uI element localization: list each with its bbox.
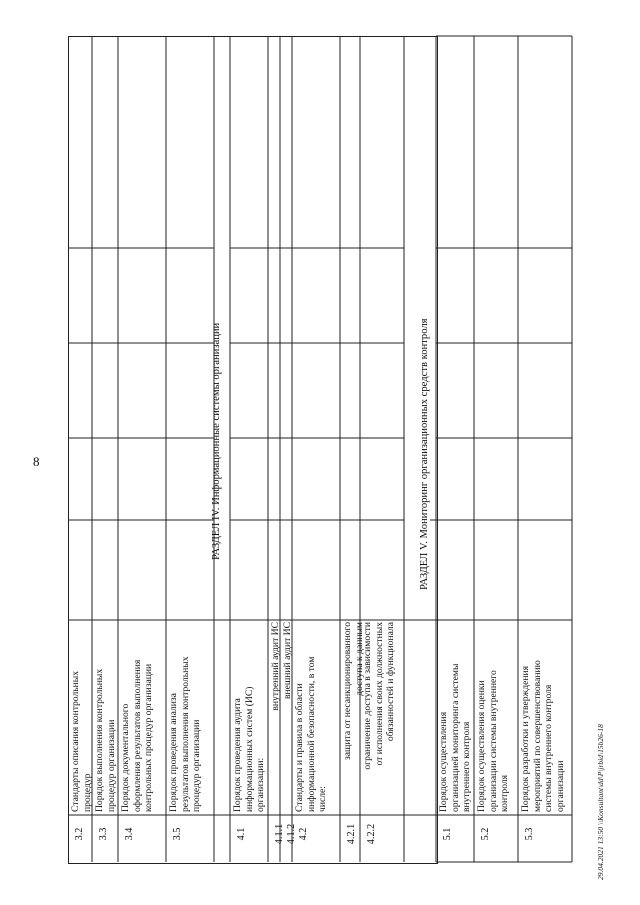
row-text-line: организации: — [255, 757, 266, 812]
row-text — [362, 622, 397, 812]
row-text-line: ограничение доступа в зависимости — [362, 622, 373, 770]
row-number: 4.1.1 — [274, 823, 285, 845]
row-text — [120, 622, 155, 812]
row-text-line: обязанностей и функционала — [385, 622, 396, 742]
row-text — [294, 622, 329, 812]
row-number: 4.2.2 — [366, 823, 377, 845]
row-number: 3.4 — [124, 827, 135, 841]
stamp-date: 29.04.2021 13:50 — [596, 826, 605, 880]
row-text-line: информационной безопасности, в том — [305, 656, 317, 812]
row-number: 4.2 — [298, 827, 309, 841]
row-text-line: Порядок осуществления оценки — [476, 680, 487, 812]
row-text-line: организации системы внутреннего — [487, 670, 499, 812]
row-text-line: контрольных процедур организации — [143, 663, 154, 812]
row-text-line: внутреннего контроля — [461, 721, 472, 812]
print-stamp — [596, 724, 605, 880]
row-text-line: внешний аудит ИС — [282, 622, 293, 700]
row-text-line: доступа к данным — [353, 622, 365, 696]
row-text-line: Порядок выполнения контрольных — [94, 668, 105, 812]
row-text — [168, 622, 203, 812]
row-text — [232, 622, 267, 812]
row-text-line: от исполнения своих должностных — [373, 622, 385, 766]
row-text — [94, 622, 117, 812]
row-text-line: процедур — [81, 773, 93, 812]
row-text — [282, 622, 294, 812]
row-text — [520, 622, 566, 812]
row-text-line: мероприятий по совершенствованию — [531, 660, 543, 812]
row-text-line: внутренний аудит ИС — [270, 622, 281, 711]
row-text-line: защита от несанкционированного — [342, 622, 353, 761]
row-number: 4.2.1 — [346, 823, 357, 845]
row-text — [70, 622, 93, 812]
row-text-line: системы внутреннего контроля — [543, 684, 554, 812]
row-number: 4.1.2 — [286, 823, 297, 845]
row-text-line: Порядок проведения анализа — [168, 693, 179, 812]
row-text-line: Стандарты и правила в области — [294, 683, 305, 812]
row-text-line: Порядок осуществления — [438, 711, 449, 812]
row-text-line: Порядок разработки и утверждения — [520, 665, 531, 812]
row-number: 5.1 — [442, 827, 453, 841]
row-text-line: контроля — [499, 774, 510, 812]
row-text-line: информационных систем (ИС) — [243, 686, 255, 812]
row-text — [476, 622, 511, 812]
row-number: 5.2 — [480, 827, 491, 841]
row-text-line: числе: — [317, 786, 328, 812]
row-text — [270, 622, 282, 812]
row-text-line: Порядок документального — [120, 703, 131, 812]
row-text — [438, 622, 473, 812]
row-text-line: организацией мониторинга системы — [449, 663, 461, 812]
row-number: 5.3 — [524, 827, 535, 841]
row-text-line: результатов выполнения контрольных — [179, 656, 191, 812]
row-number: 3.5 — [172, 827, 183, 841]
row-number: 4.1 — [236, 827, 247, 841]
section-v-heading: РАЗДЕЛ V. Мониторинг организационных средств контроля — [419, 318, 430, 590]
section-iv-heading: РАЗДЕЛ IV. Информационные системы организации — [211, 322, 222, 560]
row-text-line: процедур организации — [105, 719, 117, 812]
row-number: 3.3 — [98, 827, 109, 841]
stamp-path: \\Konsultant\dd\P\jrbid\15b26-18 — [596, 724, 605, 825]
row-number: 3.2 — [74, 827, 85, 841]
page-number: 8 — [33, 454, 40, 469]
row-text-line: процедур организации — [191, 719, 202, 812]
row-text-line: Стандарты описания контрольных — [70, 670, 81, 812]
row-text-line: Порядок проведения аудита — [232, 698, 243, 812]
row-text-line: оформления результатов выполнения — [131, 659, 143, 812]
row-text-line: организации — [554, 760, 566, 812]
